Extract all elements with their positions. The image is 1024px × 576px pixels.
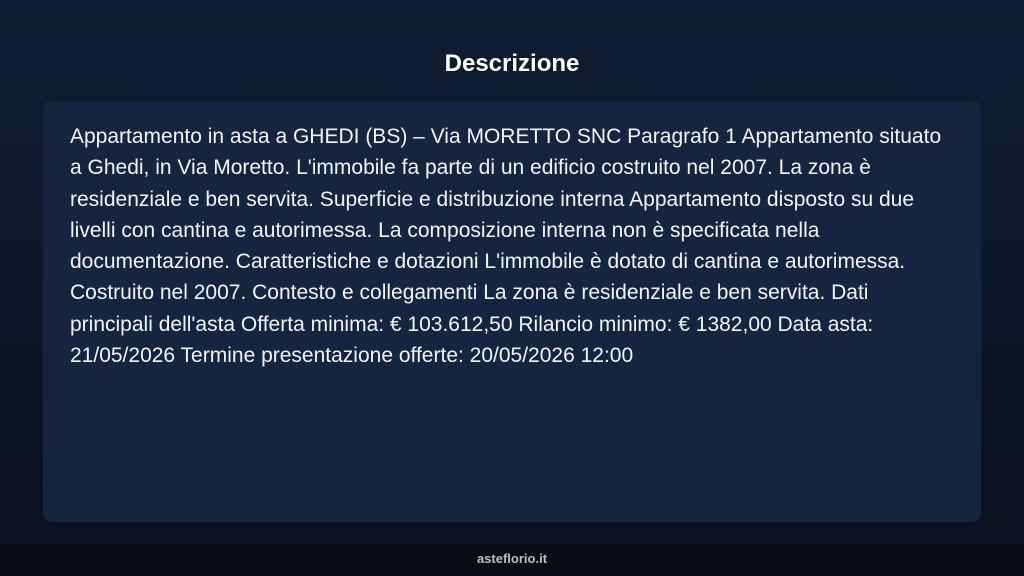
description-text: Appartamento in asta a GHEDI (BS) – Via MORETTO SNC Paragrafo 1 Appartamento situato a Ghedi, in Via Moretto. L'immobile fa parte di un edificio costruito nel 2007. La zona è residenziale e ben servita. Superficie e distribuzione interna Appartamento disposto su due livelli con cantina e autorimessa. La composizione interna non è specificata nella documentazione. Caratteristiche e dotazioni L'immobile è dotato di cantina e autorimessa. Costruito nel 2007. Contesto e collegamenti La zona è residenziale e ben servita. Dati principali dell'asta Offerta minima: € 103.612,50 Rilancio minimo: € 1382,00 Data asta: 21/05/2026 Termine presentazione offerte: 20/05/2026 12:00 bbox=[70, 125, 942, 368]
description-card bbox=[43, 101, 981, 522]
footer-site-name: asteflorio.it bbox=[476, 551, 548, 566]
page-title: Descrizione bbox=[444, 50, 580, 77]
footer-bar bbox=[0, 544, 1024, 576]
